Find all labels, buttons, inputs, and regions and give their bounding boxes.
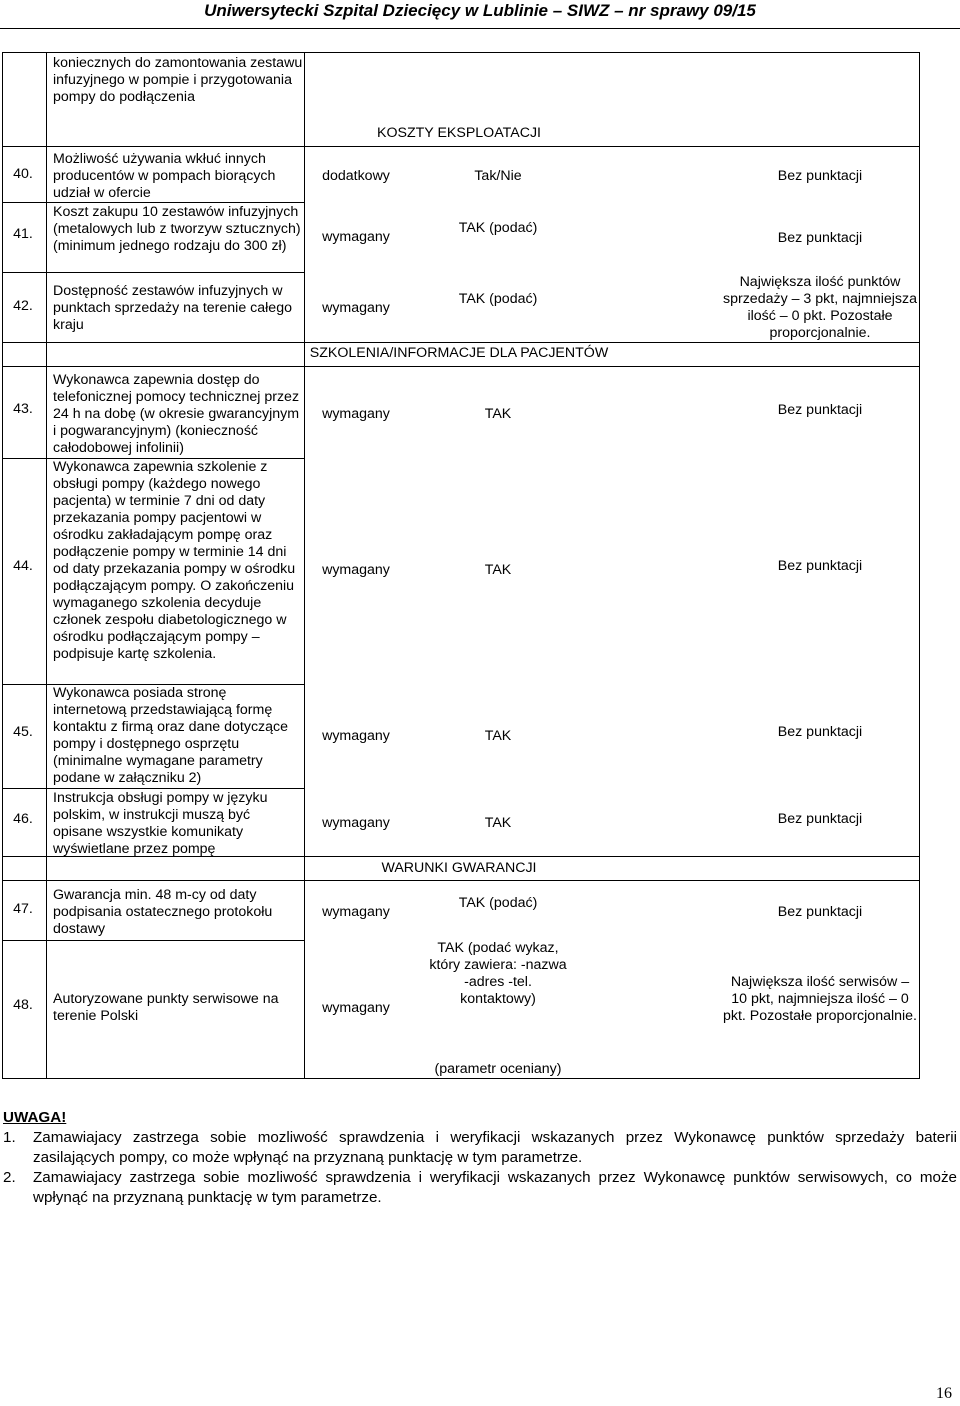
row-41-val: TAK (podać) xyxy=(458,220,538,236)
row-42-desc: Dostępność zestawów infuzyjnych w punktach sprzedaży na terenie całego kraju xyxy=(53,283,292,333)
row-40-score: Bez punktacji xyxy=(777,168,863,184)
table-border-top xyxy=(2,52,920,53)
row-43-desc: Wykonawca zapewnia dostęp do telefonicznej pomocy technicznej przez 24 h na dobę (w okresie gwarancyjnym i pogwarancyjnym) (konieczność całodobowej infolinii) xyxy=(53,372,300,456)
page-number: 16 xyxy=(936,1385,952,1402)
document-title: Uniwersytecki Szpital Dziecięcy w Lublinie – SIWZ – nr sprawy 09/15 xyxy=(204,1,756,20)
row-43-req: wymagany xyxy=(322,406,390,422)
row-45-req: wymagany xyxy=(322,728,390,744)
row-sep xyxy=(2,366,920,367)
row-sep xyxy=(2,342,920,343)
row-40-num: 40. xyxy=(13,166,33,182)
notes-heading: UWAGA! xyxy=(3,1109,67,1126)
row-42-score: Największa ilość punktów sprzedaży – 3 pkt, najmniejsza ilość – 0 pkt. Pozostałe proporcjonalnie. xyxy=(723,274,917,341)
section-warunki-gwarancji: WARUNKI GWARANCJI xyxy=(381,860,537,876)
row-43-num: 43. xyxy=(13,401,33,417)
row-42-req: wymagany xyxy=(322,300,390,316)
row-46-score: Bez punktacji xyxy=(777,811,863,827)
row-sep xyxy=(2,940,304,941)
note-number: 1. xyxy=(3,1129,16,1146)
row-42-num: 42. xyxy=(13,298,33,314)
row-44-desc: Wykonawca zapewnia szkolenie z obsługi pompy (każdego nowego pacjenta) w terminie 7 dni od daty przekazania pompy pacjentowi w ośrodku zakładającym pompę oraz podłączenie pompy w terminie 14 dni od daty przekazania pompy w ośrodku podłączającym pompy. O zakończeniu wymaganego szkolenia decyduje członek zespołu diabetologicznego w ośrodku podłączającym pompy – podpisuje kartę szkolenia. xyxy=(53,459,296,662)
row-41-desc: Koszt zakupu 10 zestawów infuzyjnych (metalowych lub z tworzyw sztucznych) (minimum jednego rodzaju do 300 zł) xyxy=(53,204,301,254)
row-41-req: wymagany xyxy=(322,229,390,245)
note-number: 2. xyxy=(3,1169,16,1186)
row-40-desc: Możliwość używania wkłuć innych producentów w pompach biorących udział w ofercie xyxy=(53,151,276,201)
row-48-desc: Autoryzowane punkty serwisowe na terenie Polski xyxy=(53,991,279,1024)
row-48-val: TAK (podać wykaz, który zawiera: -nazwa -adres -tel. kontaktowy) xyxy=(429,940,567,1007)
row-47-req: wymagany xyxy=(322,904,390,920)
note-text: Zamawiajacy zastrzega sobie mozliwość sprawdzenia i weryfikacji wskazanych przez Wykonawcę punktów sprzedaży baterii zasilających pompy, co może wpłynąć na przyznaną punktację w tym parametrze. xyxy=(33,1129,957,1166)
row-45-score: Bez punktacji xyxy=(777,724,863,740)
row-45-val: TAK xyxy=(484,728,512,744)
col-divider-num xyxy=(46,52,47,1079)
note-text: Zamawiajacy zastrzega sobie mozliwość sprawdzenia i weryfikacji wskazanych przez Wykonawcę punktów serwisowych, co może wpłynąć na przyznaną punktację w tym parametrze. xyxy=(33,1169,957,1206)
row-40-val: Tak/Nie xyxy=(474,168,522,184)
row-43-val: TAK xyxy=(484,406,512,422)
row-44-req: wymagany xyxy=(322,562,390,578)
row-44-score: Bez punktacji xyxy=(777,558,863,574)
row-sep xyxy=(2,202,304,203)
note-item xyxy=(3,1128,957,1168)
row-46-num: 46. xyxy=(13,811,33,827)
row-48-req: wymagany xyxy=(322,1000,390,1016)
row-44-val: TAK xyxy=(484,562,512,578)
row-sep xyxy=(2,788,304,789)
row-45-desc: Wykonawca posiada stronę internetową przedstawiającą formę kontaktu z firmą oraz dane dotyczące pompy i dostępnego osprzętu (minimalne wymagane parametry podane w załączniku 2) xyxy=(53,685,289,786)
row-42-val: TAK (podać) xyxy=(458,291,538,307)
row-47-val: TAK (podać) xyxy=(458,895,538,911)
row-46-val: TAK xyxy=(484,815,512,831)
row-47-desc: Gwarancja min. 48 m-cy od daty podpisania ostatecznego protokołu dostawy xyxy=(53,887,273,937)
row-41-score: Bez punktacji xyxy=(777,230,863,246)
notes-section xyxy=(3,1108,957,1208)
row-47-score: Bez punktacji xyxy=(777,904,863,920)
row-48-score: Największa ilość serwisów – 10 pkt, najmniejsza ilość – 0 pkt. Pozostałe proporcjonalnie. xyxy=(722,974,917,1024)
row-45-num: 45. xyxy=(13,724,33,740)
row-46-desc: Instrukcja obsługi pompy w języku polskim, w instrukcji muszą być opisane wszystkie komunikaty wyświetlane przez pompę xyxy=(53,790,268,857)
row-sep xyxy=(2,272,304,273)
note-item xyxy=(3,1168,957,1208)
table-border-bottom xyxy=(2,1078,920,1079)
table-border-right xyxy=(919,52,920,1079)
row-43-score: Bez punktacji xyxy=(777,402,863,418)
section-koszty-eksploatacji: KOSZTY EKSPLOATACJI xyxy=(377,125,541,141)
section-szkolenia: SZKOLENIA/INFORMACJE DLA PACJENTÓW xyxy=(309,345,609,361)
row-41-num: 41. xyxy=(13,226,33,242)
parametr-oceniany-note: (parametr oceniany) xyxy=(434,1061,562,1077)
row-sep xyxy=(2,880,920,881)
row-sep xyxy=(2,146,920,147)
row-46-req: wymagany xyxy=(322,815,390,831)
row-40-req: dodatkowy xyxy=(322,168,390,184)
col-divider-desc xyxy=(304,52,305,1079)
row-44-num: 44. xyxy=(13,558,33,574)
row-47-num: 47. xyxy=(13,901,33,917)
row-48-num: 48. xyxy=(13,997,33,1013)
row-cont-desc: koniecznych do zamontowania zestawu infuzyjnego w pompie i przygotowania pompy do podłączenia xyxy=(53,55,303,105)
